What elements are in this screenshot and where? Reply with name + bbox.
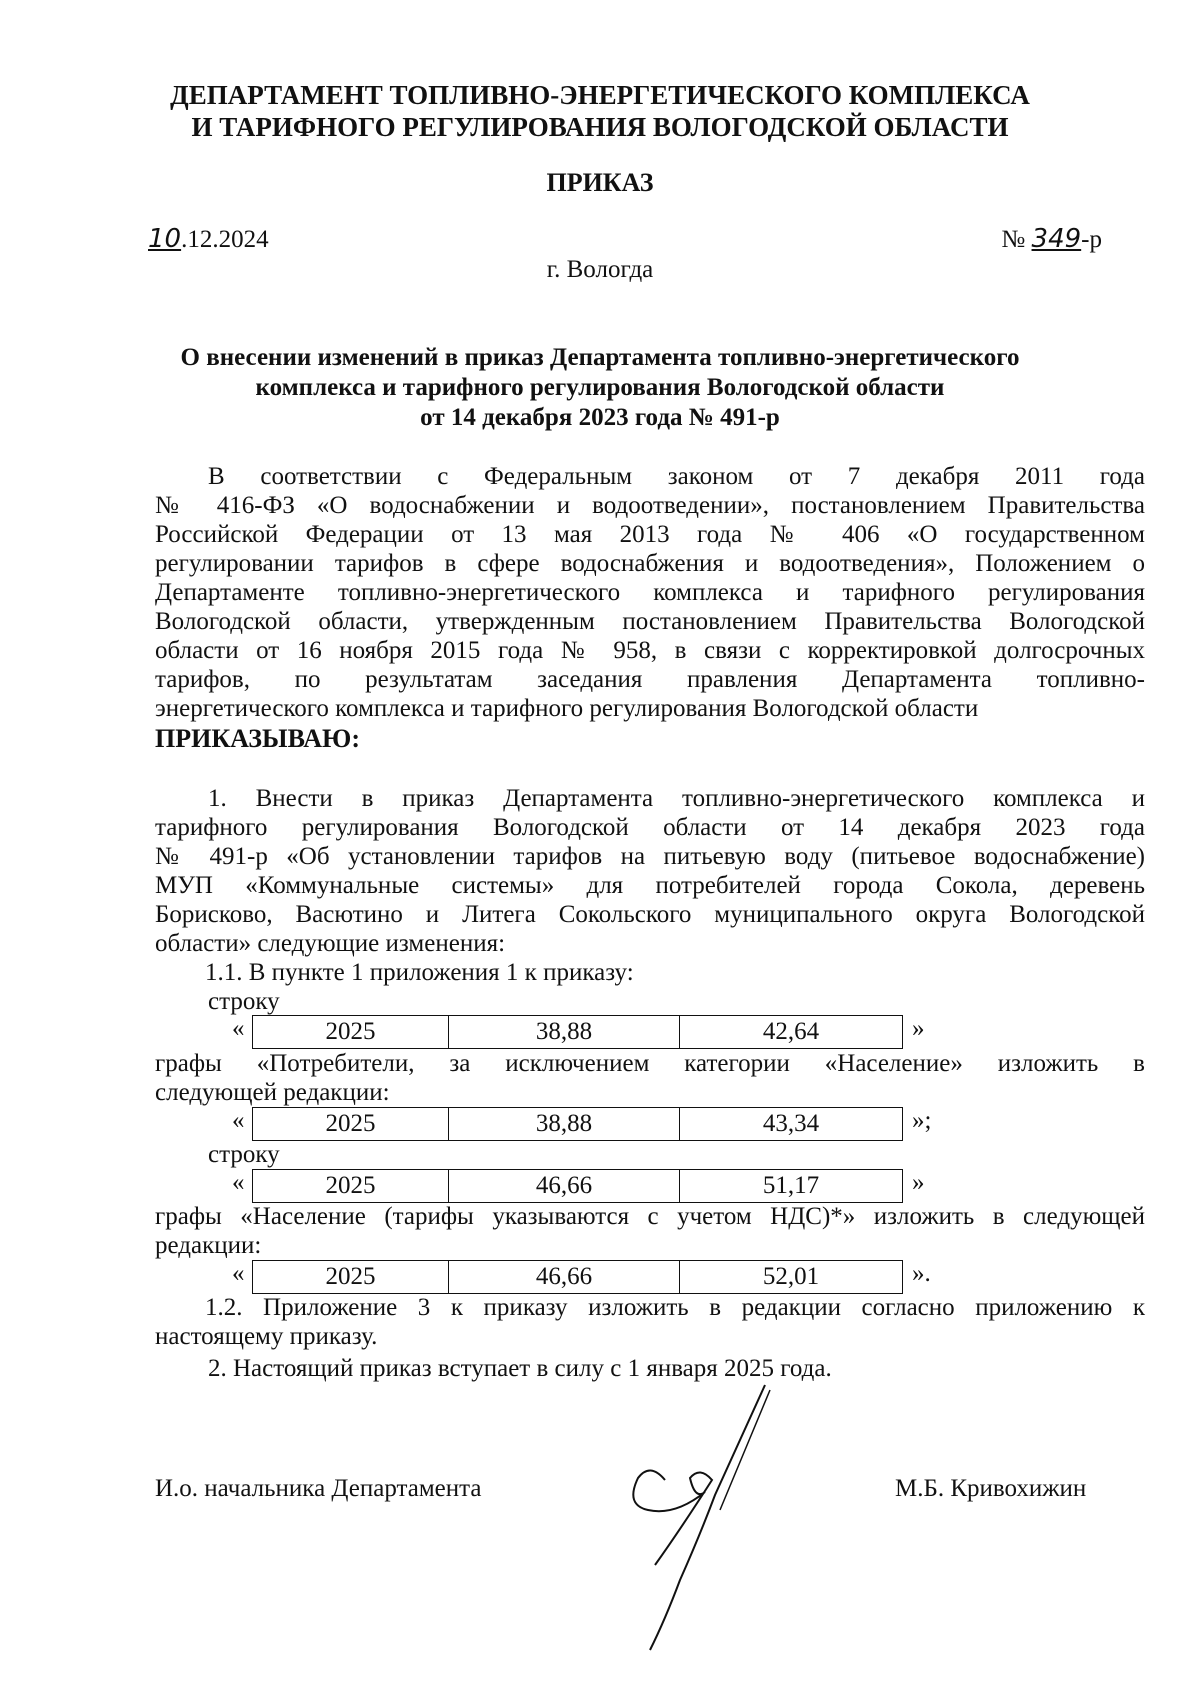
city: г. Вологда	[546, 256, 654, 283]
graph2-line1: графы «Население (тарифы указываются с учетом НДС)*» изложить в следующей	[155, 1203, 1145, 1230]
item1-line: области» следующие изменения:	[155, 930, 506, 957]
item1-line: тарифного регулирования Вологодской области от 14 декабря 2023 года	[155, 814, 1145, 841]
item1-line: № 491-р «Об установлении тарифов на питьевую воду (питьевое водоснабжение)	[155, 843, 1145, 870]
handwritten-day: 10	[148, 224, 182, 254]
word-stroku: строку	[208, 1141, 280, 1168]
title-line1: О внесении изменений в приказ Департамента топливно-энергетического	[180, 344, 1020, 371]
tariff-cells	[252, 1169, 903, 1203]
tariff-h1-cell: 38,88	[449, 1108, 680, 1140]
tariff-cells	[252, 1015, 903, 1049]
tariff-h1-cell: 46,66	[449, 1261, 680, 1293]
item1-line: 1. Внести в приказ Департамента топливно-энергетического комплекса и	[208, 785, 1145, 812]
tariff-h2-cell: 52,01	[762, 1263, 820, 1290]
signatory-position: И.о. начальника Департамента	[155, 1475, 482, 1502]
close-quote: »	[912, 1169, 925, 1196]
close-quote: ».	[912, 1260, 931, 1287]
year-cell: 2025	[253, 1261, 449, 1293]
preamble-line: регулировании тарифов в сфере водоснабжения и водоотведения», Положением о	[155, 550, 1145, 577]
graph1-line2: следующей редакции:	[155, 1079, 390, 1106]
tariff-h2-cell: 42,64	[762, 1018, 820, 1045]
graph2-line2: редакции:	[155, 1232, 262, 1259]
order-date	[148, 224, 269, 254]
item1-line: Борисково, Васютино и Литега Сокольского муниципального округа Вологодской	[155, 901, 1145, 928]
doc-type: ПРИКАЗ	[546, 168, 654, 197]
sub-item-1-2-line1: 1.2. Приложение 3 к приказу изложить в редакции согласно приложению к	[205, 1294, 1145, 1321]
title-line2: комплекса и тарифного регулирования Вологодской области	[255, 374, 945, 401]
preamble-line: энергетического комплекса и тарифного регулирования Вологодской области	[155, 695, 979, 722]
open-quote: «	[232, 1015, 245, 1042]
year-cell: 2025	[253, 1108, 449, 1140]
sub-item-1-1: 1.1. В пункте 1 приложения 1 к приказу:	[205, 959, 634, 986]
tariff-h1-cell: 38,88	[449, 1016, 680, 1048]
close-quote: »	[912, 1015, 925, 1042]
preamble-line: Российской Федерации от 13 мая 2013 года № 406 «О государственном	[155, 521, 1145, 548]
year-cell: 2025	[253, 1170, 449, 1202]
order-number	[1001, 224, 1102, 254]
title-line3: от 14 декабря 2023 года № 491-р	[420, 404, 780, 431]
year-cell: 2025	[253, 1016, 449, 1048]
preamble-line: тарифов, по результатам заседания правления Департамента топливно-	[155, 666, 1145, 693]
number-suffix: -р	[1081, 226, 1102, 253]
item1-line: МУП «Коммунальные системы» для потребителей города Сокола, деревень	[155, 872, 1145, 899]
open-quote: «	[232, 1260, 245, 1287]
order-word: ПРИКАЗЫВАЮ:	[155, 724, 360, 753]
preamble-line: Вологодской области, утвержденным постановлением Правительства Вологодской	[155, 608, 1145, 635]
open-quote: «	[232, 1169, 245, 1196]
signatory-name: М.Б. Кривохижин	[895, 1475, 1087, 1502]
open-quote: «	[232, 1107, 245, 1134]
date-rest: .12.2024	[181, 226, 269, 253]
word-stroku: строку	[208, 988, 280, 1015]
graph1-line1: графы «Потребители, за исключением категории «Население» изложить в	[155, 1050, 1145, 1077]
signature-mark	[620, 1370, 800, 1660]
preamble-line: В соответствии с Федеральным законом от 7 декабря 2011 года	[208, 463, 1145, 490]
preamble-line: № 416-ФЗ «О водоснабжении и водоотведении», постановлением Правительства	[155, 492, 1145, 519]
handwritten-number: 349	[1031, 224, 1082, 254]
preamble-line: области от 16 ноября 2015 года № 958, в связи с корректировкой долгосрочных	[155, 637, 1145, 664]
number-prefix: №	[1001, 226, 1026, 253]
sub-item-1-2-line2: настоящему приказу.	[155, 1323, 378, 1350]
preamble-line: Департаменте топливно-энергетического комплекса и тарифного регулирования	[155, 579, 1145, 606]
tariff-h2-cell: 51,17	[762, 1172, 820, 1199]
close-quote: »;	[912, 1107, 932, 1134]
tariff-h1-cell: 46,66	[449, 1170, 680, 1202]
tariff-cells	[252, 1260, 903, 1294]
item2: 2. Настоящий приказ вступает в силу с 1 января 2025 года.	[208, 1355, 832, 1382]
org-name-line1: ДЕПАРТАМЕНТ ТОПЛИВНО-ЭНЕРГЕТИЧЕСКОГО КОМПЛЕКСА	[170, 80, 1030, 110]
org-name-line2: И ТАРИФНОГО РЕГУЛИРОВАНИЯ ВОЛОГОДСКОЙ ОБЛАСТИ	[191, 112, 1009, 142]
tariff-h2-cell: 43,34	[762, 1110, 820, 1137]
tariff-cells	[252, 1107, 903, 1141]
